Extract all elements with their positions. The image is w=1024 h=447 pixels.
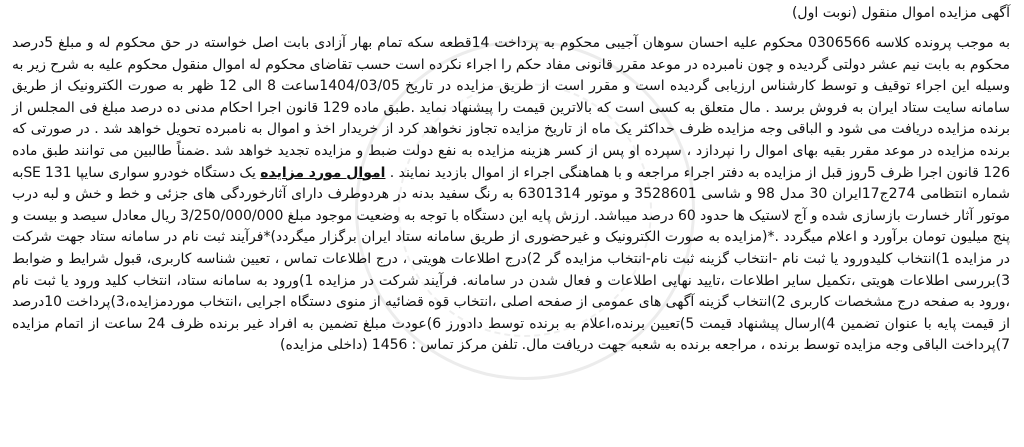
- seized-property-label: اموال مورد مزایده: [260, 164, 386, 181]
- notice-body-part1: به موجب پرونده کلاسه 0306566 محکوم علیه احسان سوهان آجیبی محکوم به پرداخت 14قطعه سکه تمام بهار آزادی بابت اصل خواسته در حق محکوم له و مبلغ 5درصد محکوم به بابت نیم عشر دولتی گردیده و چون نامبرده در موعد مقرر قانونی مفاد حکم را اجراء نکرده است حسب تقاضای محکوم له اموال منقول محکوم علیه به شرح زیر به وسیله این اجراء توقیف و توسط کارشناس ارزیابی گردیده است و مقرر است از طریق مزایده در تاریخ 1404/03/05ساعت 8 الی 12 ظهر به صورت الکترونیک از طریق سامانه سایت ستاد ایران به فروش برسد . مال متعلق به کسی است که بالاترین قیمت را پیشنهاد نماید .طبق ماده 129 قانون اجرا احکام مدنی ده درصد مبلغ فی المجلس از برنده مزایده دریافت می شود و الباقی وجه مزایده ظرف حداکثر یک ماه از تاریخ مزایده تجاوز نخواهد کرد از خریدار اخذ و اموال به نامبرده تحویل خواهد شد . در صورتی که برنده مزایده در موعد مقرر بقیه بهای اموال را نپردازد ، سپرده او پس از کسر هزینه مزایده به نفع دولت ضبط و مزایده تجدید خواهد شد .ضمناً طالبین می توانند طبق ماده 126 قانون اجرا ظرف 5روز قبل از مزایده به دفتر اجراء مراجعه و با هماهنگی اجراء از اموال بازدید نمایند .: [12, 35, 1011, 181]
- notice-body: [12, 33, 1010, 357]
- notice-body-part2: یک دستگاه خودرو سواری سایپا 131 SEبه شماره انتظامی 274ج17ایران 30 مدل 98 و شاسی 3528601 و موتور 6301314 به رنگ سفید بدنه در هردوطرف دارای آثارخوردگی های جزئی و خط و خش و لبه درب موتور آثار خسارت بازسازی شده و آج لاستیک ها حدود 60 درصد میباشد. ارزش پایه این دستگاه با توجه به وضعیت موجود مبلغ 3/250/000/000 ریال معادل سیصد و بیست و پنج میلیون تومان برآورد و اعلام میگردد .*(مزایده به صورت الکترونیک و غیرحضوری از طریق سامانه ستاد ایران برگزار میگردد)*فرآیند ثبت نام در سامانه ستاد جهت شرکت در مزایده 1)انتخاب کلیدورود یا ثبت نام -انتخاب گزینه ثبت نام-انتخاب مزایده گر 2)درج اطلاعات هویتی ، درج اطلاعات تماس ، تعیین شناسه کاربری، قبول شرایط و ضوابط 3)بررسی اطلاعات هویتی ،تکمیل سایر اطلاعات ،تایید نهایی اطلاعات و فعال شدن در سامانه. فرآیند شرکت در مزایده 1)ورود به سامانه ستاد، انتخاب کلید ورود یا ثبت نام ،ورود به صفحه درج مشخصات کاربری 2)انتخاب گزینه آگهی های عمومی از صفحه اصلی ،انتخاب قوه قضائیه از منوی دستگاه اجرایی ،انتخاب موردمزایده،3)پرداخت 10درصد از قیمت پایه با عنوان تضمین 4)ارسال پیشنهاد قیمت 5)تعیین برنده،اعلام به برنده توسط دادورز 6)عودت مبلغ تضمین به افراد غیر برنده ظرف 24 ساعت از اتمام مزایده 7)پرداخت الباقی وجه مزایده توسط برنده ، مراجعه برنده به شعبه جهت دریافت مال. تلفن مرکز تماس : 1456 (داخلی مزایده): [12, 164, 1011, 354]
- notice-title: آگهی مزایده اموال منقول (نوبت اول): [791, 5, 1010, 21]
